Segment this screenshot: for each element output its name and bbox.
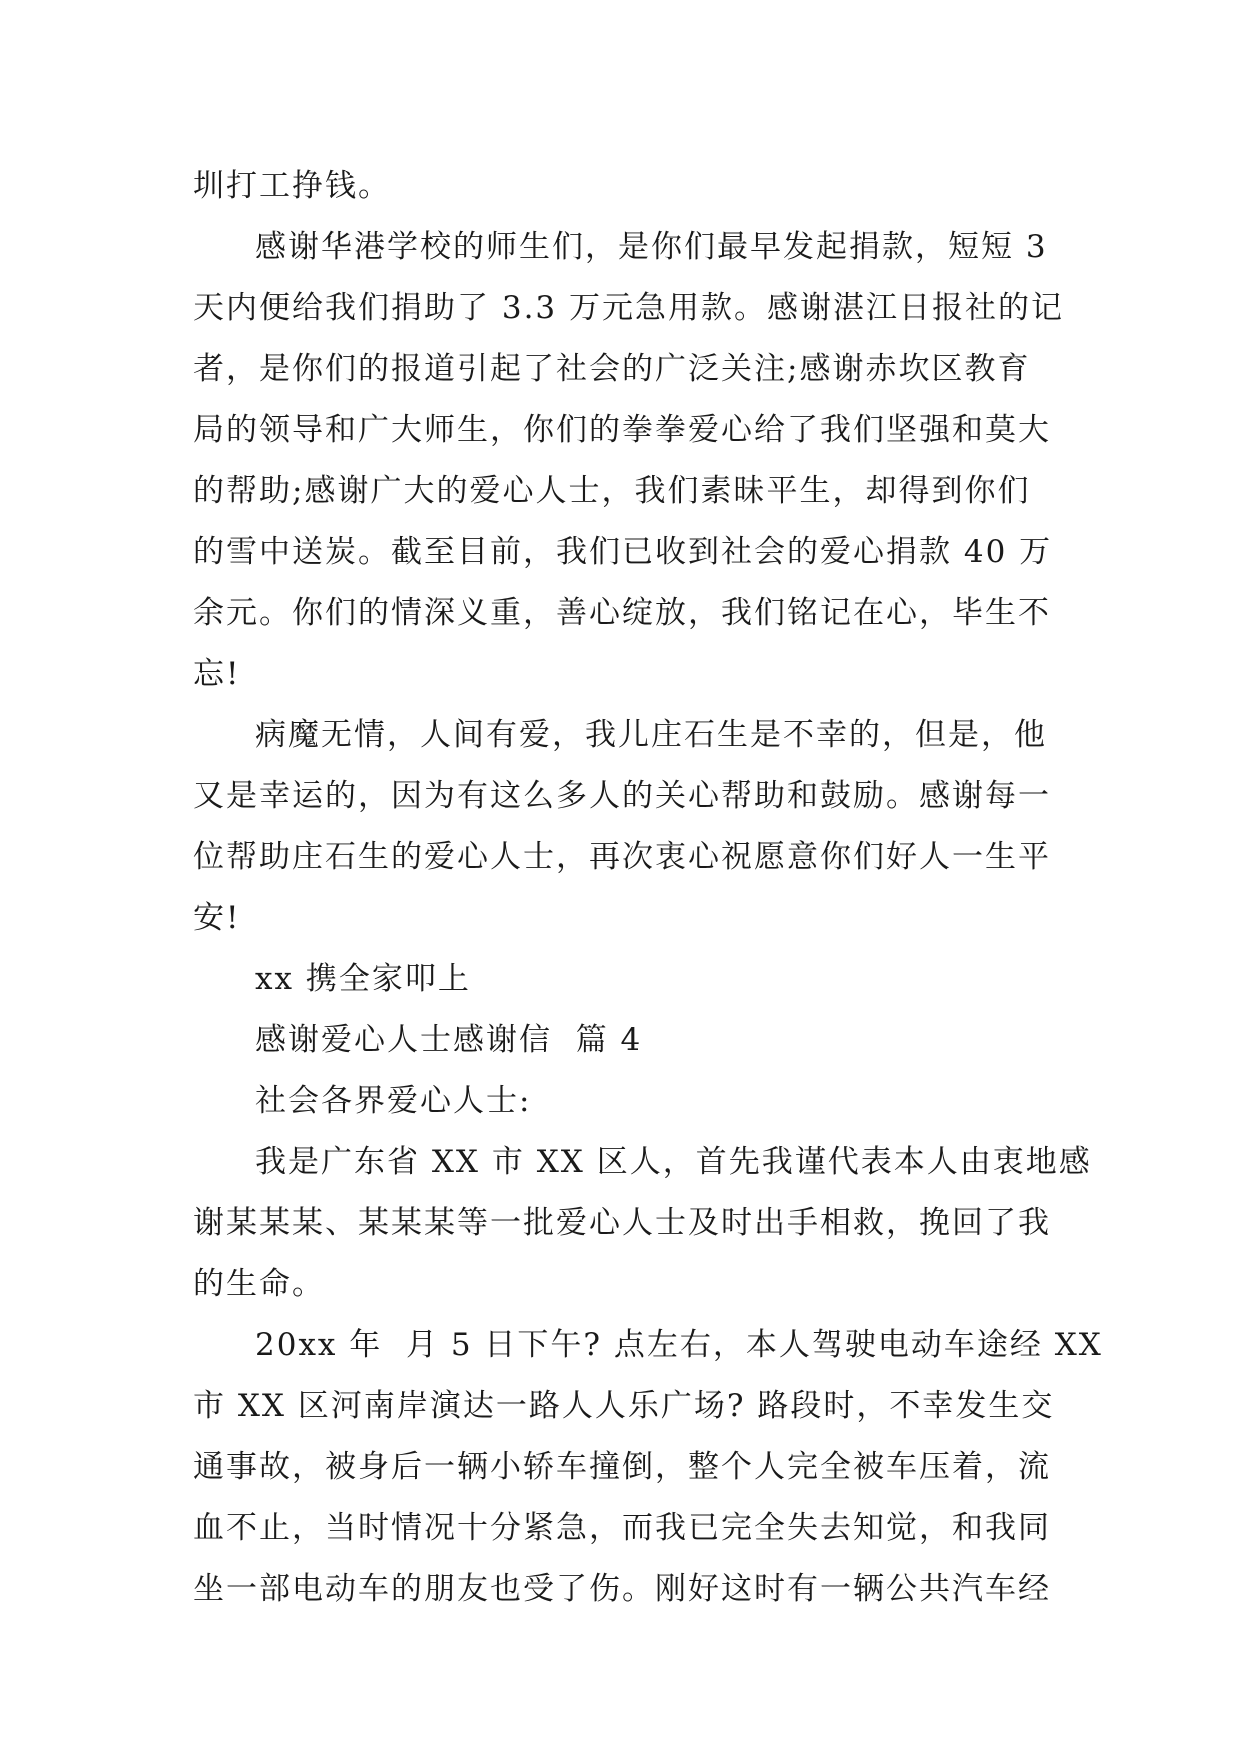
- text-line: 余元。你们的情深义重，善心绽放，我们铭记在心，毕生不: [193, 595, 1051, 631]
- text-line: 坐一部电动车的朋友也受了伤。刚好这时有一辆公共汽车经: [193, 1571, 1051, 1607]
- document-body: [193, 156, 1103, 1620]
- letter-title: 感谢爱心人士感谢信 篇 4: [255, 1022, 643, 1058]
- text-line: 的帮助;感谢广大的爱心人士，我们素昧平生，却得到你们: [193, 473, 1031, 509]
- salutation: 社会各界爱心人士:: [255, 1083, 532, 1119]
- text-line: 的生命。: [193, 1266, 325, 1302]
- text-line: 者，是你们的报道引起了社会的广泛关注;感谢赤坎区教育: [193, 351, 1031, 387]
- text-line: 我是广东省 XX 市 XX 区人，首先我谨代表本人由衷地感: [255, 1144, 1092, 1180]
- text-line: 谢某某某、某某某等一批爱心人士及时出手相救，挽回了我: [193, 1205, 1051, 1241]
- text-line: 通事故，被身后一辆小轿车撞倒，整个人完全被车压着，流: [193, 1449, 1051, 1485]
- text-line: 安!: [193, 900, 241, 936]
- text-line: 忘!: [193, 656, 241, 692]
- text-line: 又是幸运的，因为有这么多人的关心帮助和鼓励。感谢每一: [193, 778, 1051, 814]
- signature-line: xx 携全家叩上: [255, 961, 471, 997]
- text-line: 位帮助庄石生的爱心人士，再次衷心祝愿意你们好人一生平: [193, 839, 1051, 875]
- text-line: 局的领导和广大师生，你们的拳拳爱心给了我们坚强和莫大: [193, 412, 1051, 448]
- text-line: 市 XX 区河南岸演达一路人人乐广场? 路段时，不幸发生交: [193, 1388, 1055, 1424]
- text-line: 血不止，当时情况十分紧急，而我已完全失去知觉，和我同: [193, 1510, 1051, 1546]
- text-line: 的雪中送炭。截至目前，我们已收到社会的爱心捐款 40 万: [193, 534, 1053, 570]
- text-line: 20xx 年 月 5 日下午? 点左右，本人驾驶电动车途经 XX: [255, 1327, 1103, 1363]
- text-line: 感谢华港学校的师生们，是你们最早发起捐款，短短 3: [255, 229, 1048, 265]
- text-line: 圳打工挣钱。: [193, 168, 391, 204]
- text-line: 天内便给我们捐助了 3.3 万元急用款。感谢湛江日报社的记: [193, 290, 1065, 326]
- text-line: 病魔无情，人间有爱，我儿庄石生是不幸的，但是，他: [255, 717, 1047, 753]
